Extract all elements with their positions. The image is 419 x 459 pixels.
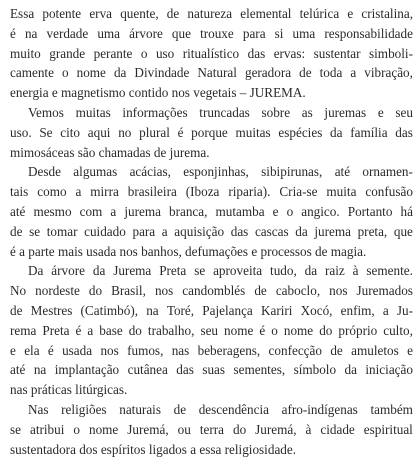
text-line: muito grande perante o uso ritualístico das ervas: sustentar simboli- [10,45,413,61]
paragraph [10,400,413,459]
text-line: até na implantação cutânea das suas sementes, símbolo da iniciação [10,362,413,378]
text-line: No nordeste do Brasil, nos candomblés de caboclo, nos Juremados [10,283,413,299]
text-line: uso. Se cito aqui no plural é porque muitas espécies da família das [10,124,413,140]
text-line: sustentadora dos espíritos ligados a essa religiosidade. [10,441,297,457]
paragraph [10,261,413,400]
paragraph [10,162,413,261]
text-line: tais como a mirra brasileira (Iboza riparia). Cria-se muita confusão [10,184,413,200]
text-line: nas práticas litúrgicas. [10,382,128,398]
text-line: Nas religiões naturais de descendência afro-indígenas também [28,401,413,417]
text-line: e ela é usada nos fumos, nas beberagens, confecção de amuletos e [10,342,413,358]
text-line: mimosáceas são chamadas de jurema. [10,144,210,160]
text-line: camente o nome da Divindade Natural geradora de toda a vibração, [10,65,413,81]
text-line: Desde algumas acácias, esponjinhas, sibipirunas, até ornamen- [28,164,413,180]
text-line: Da árvore da Jurema Preta se aproveita tudo, da raiz à semente. [28,263,413,279]
paragraph [10,4,413,103]
paragraph [10,103,413,162]
text-line: é na verdade uma árvore que trouxe para si uma responsabilidade [10,25,413,41]
text-line: até mesmo com a jurema branca, mutamba e o angico. Portanto há [10,203,413,219]
body-text [10,4,413,459]
text-line: energia e magnetismo contido nos vegetais – JUREMA. [10,85,306,101]
text-line: Vemos muitas informações truncadas sobre as juremas e seu [28,104,413,120]
text-line: é a parte mais usada nos banhos, defumações e processos de magia. [10,243,367,259]
text-line: rema Preta é a base do trabalho, seu nome é o nome do próprio culto, [10,322,413,338]
text-line: de Mestres (Catimbó), na Toré, Pajelança Kariri Xocó, enfim, a Ju- [10,302,413,318]
text-line: se atribui o nome Juremá, ou terra do Juremá, à cidade espiritual [10,421,413,437]
text-line: de se tomar cuidado para a aquisição das cascas da jurema preta, que [10,223,413,239]
text-line: Essa potente erva quente, de natureza elemental telúrica e cristalina, [10,6,413,21]
